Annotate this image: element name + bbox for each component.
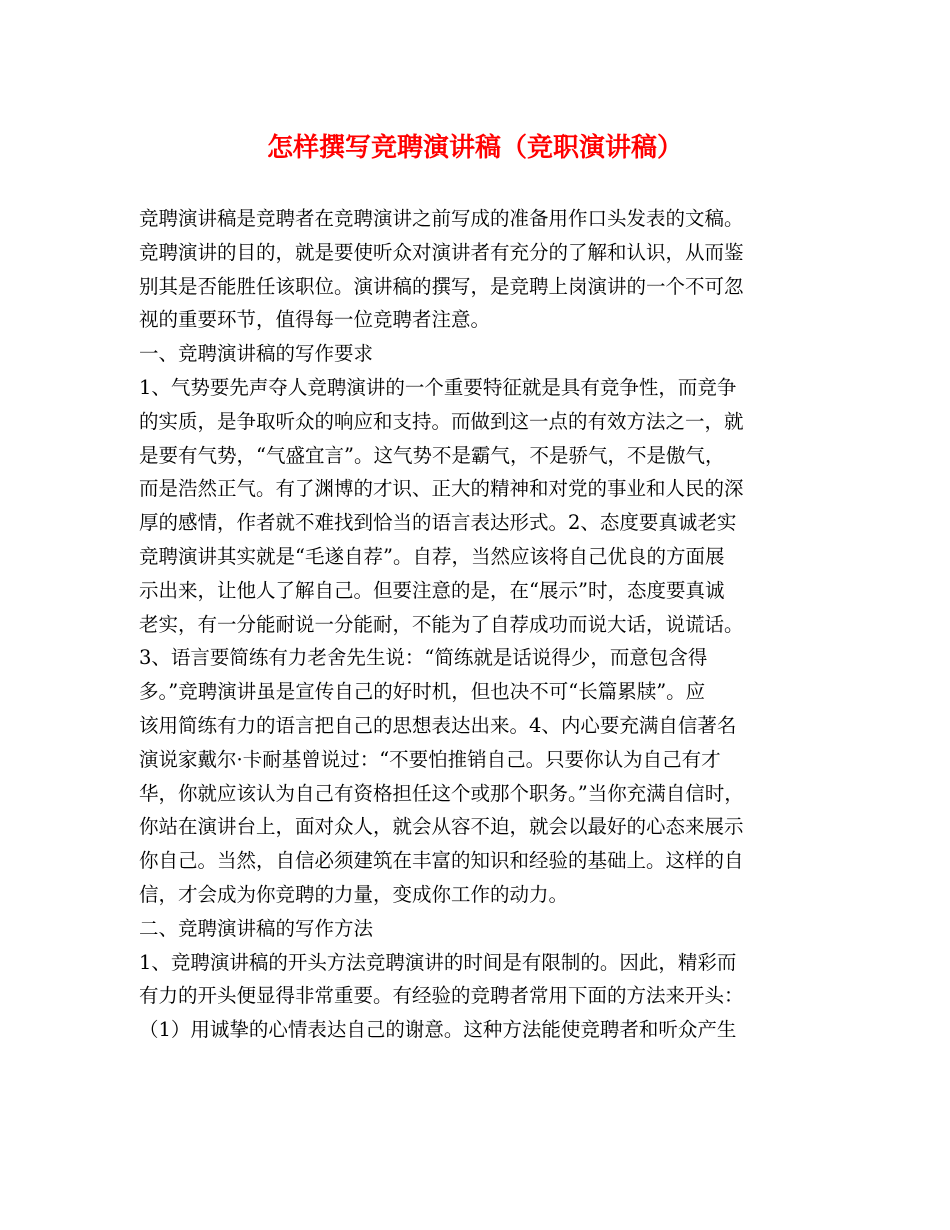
text-line: 华，你就应该认为自己有资格担任这个或那个职务。”当你充满自信时， <box>139 781 744 805</box>
text-line: 示出来，让他人了解自己。但要注意的是，在“展示”时，态度要真诚 <box>139 578 725 602</box>
text-line: 是要有气势，“气盛宜言”。这气势不是霸气，不是骄气，不是傲气， <box>139 443 725 467</box>
text-line: 1、竞聘演讲稿的开头方法竞聘演讲的时间是有限制的。因此，精彩而 <box>139 950 737 974</box>
text-line: 视的重要环节，值得每一位竞聘者注意。 <box>139 308 491 332</box>
text-line: 老实，有一分能耐说一分能耐，不能为了自荐成功而说大话，说谎话。 <box>139 612 744 636</box>
document-title: 怎样撰写竞聘演讲稿（竞职演讲稿） <box>266 133 683 163</box>
text-line: 厚的感情，作者就不难找到恰当的语言表达形式。2、态度要真诚老实 <box>139 511 737 535</box>
text-line: 竞聘演讲的目的，就是要使听众对演讲者有充分的了解和认识，从而鉴 <box>139 240 744 264</box>
text-line: 有力的开头便显得非常重要。有经验的竞聘者常用下面的方法来开头： <box>139 984 744 1008</box>
text-line: 多。”竞聘演讲虽是宣传自己的好时机，但也决不可“长篇累牍”。应 <box>139 680 706 704</box>
document-body <box>139 202 829 1047</box>
text-line: 你自己。当然，自信必须建筑在丰富的知识和经验的基础上。这样的自 <box>139 849 744 873</box>
section-heading-2: 二、竞聘演讲稿的写作方法 <box>139 916 374 940</box>
text-line: （1）用诚挚的心情表达自己的谢意。这种方法能使竞聘者和听众产生 <box>139 1018 737 1042</box>
text-line: 你站在演讲台上，面对众人，就会从容不迫，就会以最好的心态来展示 <box>139 815 744 839</box>
text-line: 别其是否能胜任该职位。演讲稿的撰写，是竞聘上岗演讲的一个不可忽 <box>139 274 744 298</box>
text-line: 而是浩然正气。有了渊博的才识、正大的精神和对党的事业和人民的深 <box>139 477 744 501</box>
text-line: 1、气势要先声夺人竞聘演讲的一个重要特征就是具有竞争性，而竞争 <box>139 375 737 399</box>
text-line: 3、语言要简练有力老舍先生说：“简练就是话说得少，而意包含得 <box>139 646 708 670</box>
text-line: 竞聘演讲稿是竞聘者在竞聘演讲之前写成的准备用作口头发表的文稿。 <box>139 207 744 230</box>
text-line: 信，才会成为你竞聘的力量，变成你工作的动力。 <box>139 882 569 906</box>
text-line: 的实质，是争取听众的响应和支持。而做到这一点的有效方法之一，就 <box>139 409 744 433</box>
section-heading-1: 一、竞聘演讲稿的写作要求 <box>139 342 374 366</box>
text-line: 竞聘演讲其实就是“毛遂自荐”。自荐，当然应该将自己优良的方面展 <box>139 544 725 568</box>
text-line: 该用简练有力的语言把自己的思想表达出来。4、内心要充满自信著名 <box>139 713 737 737</box>
text-line: 演说家戴尔·卡耐基曾说过：“不要怕推销自己。只要你认为自己有才 <box>139 747 721 771</box>
